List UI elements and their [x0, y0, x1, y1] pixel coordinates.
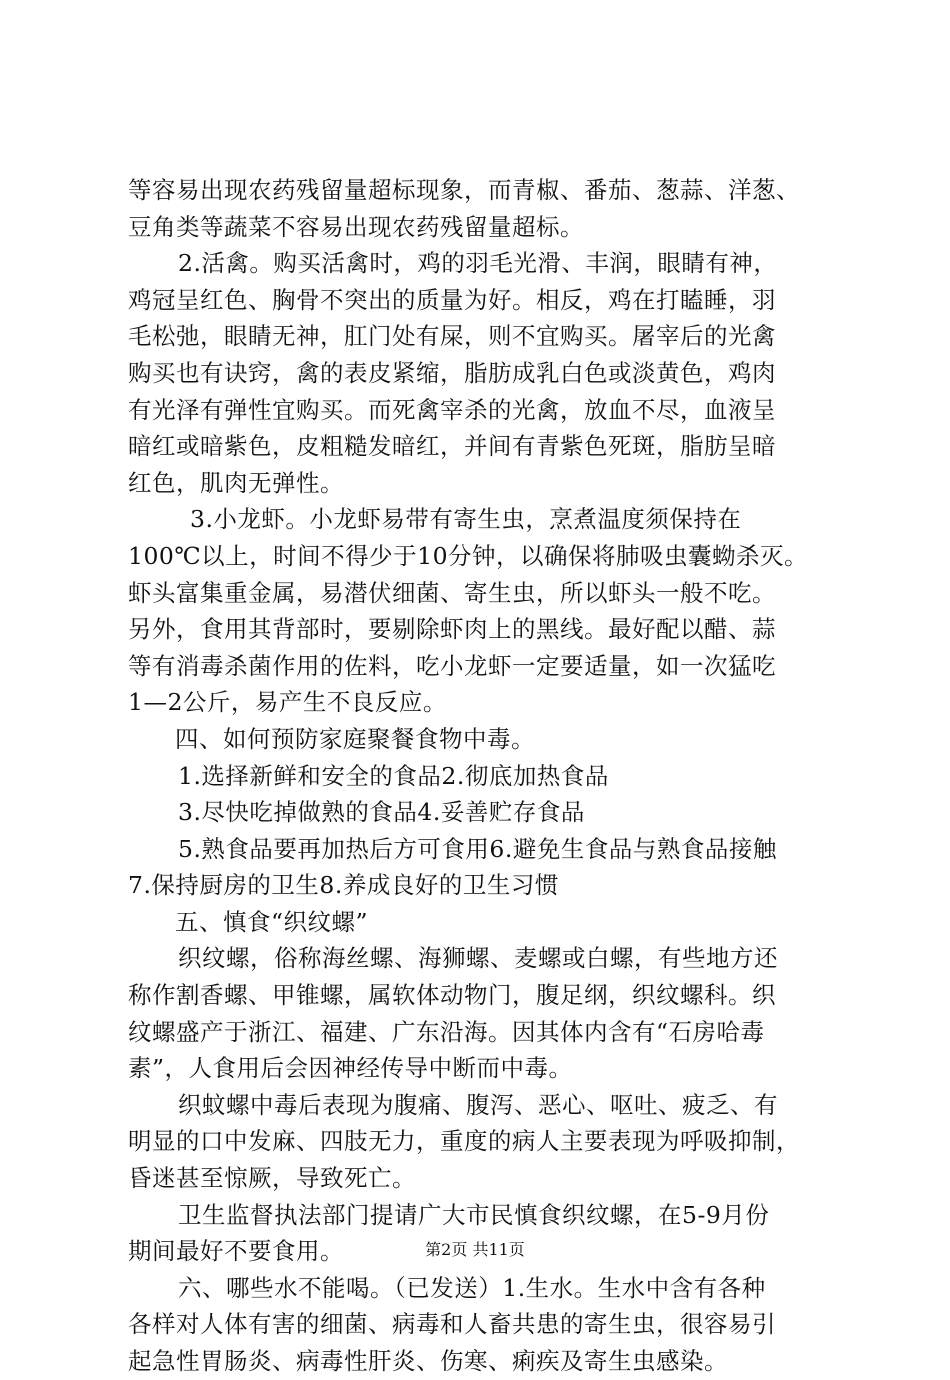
text-line: 称作割香螺、甲锥螺，属软体动物门，腹足纲，织纹螺科。织: [128, 981, 776, 1010]
text-line: 纹螺盛产于浙江、福建、广东沿海。因其体内含有“石房哈毒: [128, 1017, 765, 1046]
section-heading: 六、哪些水不能喝。（已发送）1.生水。生水中含有各种: [178, 1273, 766, 1302]
text-line: 织纹螺，俗称海丝螺、海狮螺、麦螺或白螺，有些地方还: [178, 944, 778, 973]
text-line: 各样对人体有害的细菌、病毒和人畜共患的寄生虫，很容易引: [128, 1310, 776, 1339]
text-line: 暗红或暗紫色，皮粗糙发暗红，并间有青紫色死斑，脂肪呈暗: [128, 432, 776, 461]
document-body: [128, 172, 848, 1380]
text-line: 素”，人食用后会因神经传导中断而中毒。: [128, 1054, 573, 1083]
text-line: 织蚊螺中毒后表现为腹痛、腹泻、恶心、呕吐、疲乏、有: [178, 1090, 778, 1119]
text-line: 购买也有诀窍，禽的表皮紧缩，脂肪成乳白色或淡黄色，鸡肉: [128, 358, 776, 387]
section-heading: 五、慎食“织纹螺”: [175, 907, 369, 936]
page-number-footer: 第2页 共11页: [425, 1240, 525, 1259]
text-line: 鸡冠呈红色、胸骨不突出的质量为好。相反，鸡在打瞌睡，羽: [128, 285, 776, 314]
text-line: 1—2公斤，易产生不良反应。: [128, 688, 447, 717]
text-line: 等容易出现农药残留量超标现象，而青椒、番茄、葱蒜、洋葱、: [128, 176, 800, 204]
text-line: 豆角类等蔬菜不容易出现农药残留量超标。: [128, 212, 584, 241]
text-line: 虾头富集重金属，易潜伏细菌、寄生虫，所以虾头一般不吃。: [128, 578, 776, 607]
text-line: 2.活禽。购买活禽时，鸡的羽毛光滑、丰润，眼睛有神，: [178, 249, 778, 278]
text-line: 昏迷甚至惊厥，导致死亡。: [128, 1164, 416, 1193]
text-line: 期间最好不要食用。: [128, 1237, 344, 1266]
text-line: 卫生监督执法部门提请广大市民慎食织纹螺，在5-9月份: [178, 1200, 770, 1229]
text-line: 100℃以上，时间不得少于10分钟，以确保将肺吸虫囊蚴杀灭。: [128, 541, 809, 570]
text-line: 红色，肌肉无弹性。: [128, 468, 344, 497]
list-item: 3.尽快吃掉做熟的食品4.妥善贮存食品: [178, 798, 585, 827]
text-line: 毛松弛，眼睛无神，肛门处有屎，则不宜购买。屠宰后的光禽: [128, 322, 776, 351]
text-line: 起急性胃肠炎、病毒性肝炎、伤寒、痢疾及寄生虫感染。: [128, 1347, 728, 1375]
text-line: 3.小龙虾。小龙虾易带有寄生虫，烹煮温度须保持在: [190, 505, 742, 534]
section-heading: 四、如何预防家庭聚餐食物中毒。: [175, 724, 535, 753]
list-item: 5.熟食品要再加热后方可食用6.避免生食品与熟食品接触: [178, 834, 777, 863]
text-line: 有光泽有弹性宜购买。而死禽宰杀的光禽，放血不尽，血液呈: [128, 395, 776, 424]
text-line: 等有消毒杀菌作用的佐料，吃小龙虾一定要适量，如一次猛吃: [128, 651, 776, 680]
text-line: 明显的口中发麻、四肢无力，重度的病人主要表现为呼吸抑制，: [128, 1127, 800, 1156]
list-item: 7.保持厨房的卫生8.养成良好的卫生习惯: [128, 871, 559, 900]
text-line: 另外，食用其背部时，要剔除虾肉上的黑线。最好配以醋、蒜: [128, 615, 776, 644]
list-item: 1.选择新鲜和安全的食品2.彻底加热食品: [178, 761, 609, 790]
